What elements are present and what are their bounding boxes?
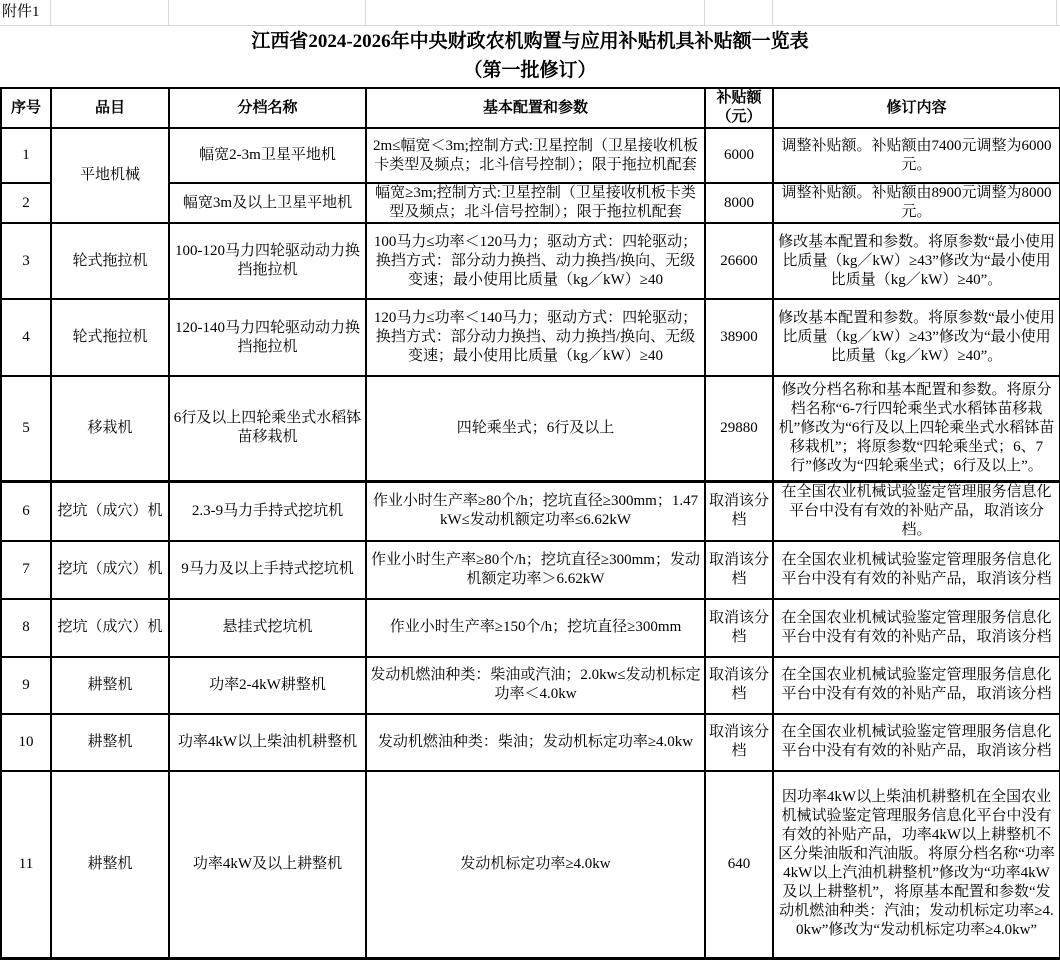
cell-tier: 120-140马力四轮驱动动力换挡拖拉机 bbox=[169, 299, 366, 376]
cell-no: 1 bbox=[1, 128, 51, 183]
cell-tier: 100-120马力四轮驱动动力换挡拖拉机 bbox=[169, 223, 366, 299]
cell-revision: 在全国农业机械试验鉴定管理服务信息化平台中没有有效的补贴产品，取消该分档。 bbox=[773, 481, 1060, 541]
attachment-label: 附件1 bbox=[2, 4, 40, 20]
cell-config: 发动机燃油种类：柴油；发动机标定功率≥4.0kw bbox=[366, 714, 705, 771]
cell-tier: 9马力及以上手持式挖坑机 bbox=[169, 541, 366, 599]
gridline bbox=[1056, 0, 1057, 25]
cell-item: 轮式拖拉机 bbox=[51, 299, 169, 376]
cell-tier: 功率2-4kW耕整机 bbox=[169, 657, 366, 714]
cell-tier: 功率4kW及以上耕整机 bbox=[169, 771, 366, 959]
cell-item: 移栽机 bbox=[51, 376, 169, 481]
header-subsidy-line2: （元） bbox=[716, 109, 762, 125]
cell-subsidy: 38900 bbox=[705, 299, 773, 376]
cell-subsidy: 640 bbox=[705, 771, 773, 959]
table-row bbox=[1, 771, 1060, 959]
header-revision: 修订内容 bbox=[773, 88, 1060, 128]
cell-subsidy: 取消该分档 bbox=[705, 541, 773, 599]
cell-revision: 调整补贴额。补贴额由7400元调整为6000元。 bbox=[773, 128, 1060, 183]
cell-no: 5 bbox=[1, 376, 51, 481]
header-config: 基本配置和参数 bbox=[366, 88, 705, 128]
header-subsidy-line1: 补贴额 bbox=[716, 90, 762, 106]
cell-subsidy: 29880 bbox=[705, 376, 773, 481]
cell-item: 挖坑（成穴）机 bbox=[51, 541, 169, 599]
table-row bbox=[1, 599, 1060, 657]
cell-subsidy: 取消该分档 bbox=[705, 599, 773, 657]
cell-revision: 修改基本配置和参数。将原参数“最小使用比质量（kg／kW）≥43”修改为“最小使用比质量（kg／kW）≥40”。 bbox=[773, 223, 1060, 299]
cell-item: 耕整机 bbox=[51, 771, 169, 959]
cell-no: 2 bbox=[1, 183, 51, 223]
gridline bbox=[365, 0, 366, 25]
cell-config: 100马力≤功率＜120马力；驱动方式：四轮驱动；换挡方式：部分动力换挡、动力换挡/换向、无级变速；最小使用比质量（kg／kW）≥40 bbox=[366, 223, 705, 299]
cell-subsidy: 取消该分档 bbox=[705, 481, 773, 541]
cell-tier: 悬挂式挖坑机 bbox=[169, 599, 366, 657]
header-subsidy bbox=[705, 88, 773, 128]
table-row bbox=[1, 223, 1060, 299]
table-row bbox=[1, 481, 1060, 541]
cell-no: 11 bbox=[1, 771, 51, 959]
table-row bbox=[1, 714, 1060, 771]
cell-revision: 修改分档名称和基本配置和参数。将原分档名称“6-7行四轮乘坐式水稻钵苗移栽机”修改为“6行及以上四轮乘坐式水稻钵苗移栽机”；将原参数“四轮乘坐式；6、7行”修改为“四轮乘坐式；6行及以上”。 bbox=[773, 376, 1060, 481]
header-no: 序号 bbox=[1, 88, 51, 128]
cell-no: 6 bbox=[1, 481, 51, 541]
header-tier: 分档名称 bbox=[169, 88, 366, 128]
gridline bbox=[772, 0, 773, 25]
cell-tier: 2.3-9马力手持式挖坑机 bbox=[169, 481, 366, 541]
cell-no: 9 bbox=[1, 657, 51, 714]
cell-item: 轮式拖拉机 bbox=[51, 223, 169, 299]
cell-subsidy: 26600 bbox=[705, 223, 773, 299]
cell-tier: 功率4kW以上柴油机耕整机 bbox=[169, 714, 366, 771]
cell-config: 2m≤幅宽＜3m;控制方式:卫星控制（卫星接收机板卡类型及频点；北斗信号控制）；限于拖拉机配套 bbox=[366, 128, 705, 183]
cell-config: 120马力≤功率＜140马力；驱动方式：四轮驱动；换挡方式：部分动力换挡、动力换挡/换向、无级变速；最小使用比质量（kg／kW）≥40 bbox=[366, 299, 705, 376]
header-row bbox=[1, 88, 1060, 128]
cell-no: 4 bbox=[1, 299, 51, 376]
cell-item: 耕整机 bbox=[51, 657, 169, 714]
cell-tier: 幅宽3m及以上卫星平地机 bbox=[169, 183, 366, 223]
cell-tier: 幅宽2-3m卫星平地机 bbox=[169, 128, 366, 183]
cell-revision: 因功率4kW以上柴油机耕整机在全国农业机械试验鉴定管理服务信息化平台中没有有效的补贴产品，功率4kW以上耕整机不区分柴油版和汽油版。将原分档名称“功率4kW以上汽油机耕整机”修改为“功率4kW及以上耕整机”，将原基本配置和参数“发动机燃油种类：汽油；发动机标定功率≥4.0kw”修改为“发动机标定功率≥4.0kw” bbox=[773, 771, 1060, 959]
cell-item: 挖坑（成穴）机 bbox=[51, 481, 169, 541]
cell-config: 作业小时生产率≥80个/h；挖坑直径≥300mm；发动机额定功率＞6.62kW bbox=[366, 541, 705, 599]
title-line-1: 江西省2024-2026年中央财政农机购置与应用补贴机具补贴额一览表 bbox=[251, 31, 809, 52]
page-title bbox=[0, 26, 1060, 87]
cell-revision: 在全国农业机械试验鉴定管理服务信息化平台中没有有效的补贴产品，取消该分档 bbox=[773, 714, 1060, 771]
cell-item: 耕整机 bbox=[51, 714, 169, 771]
cell-no: 7 bbox=[1, 541, 51, 599]
cell-config: 发动机燃油种类：柴油或汽油；2.0kw≤发动机标定功率＜4.0kw bbox=[366, 657, 705, 714]
cell-subsidy: 6000 bbox=[705, 128, 773, 183]
cell-no: 8 bbox=[1, 599, 51, 657]
header-item: 品目 bbox=[51, 88, 169, 128]
cell-config: 作业小时生产率≥80个/h；挖坑直径≥300mm；1.47kW≤发动机额定功率≤6.62kW bbox=[366, 481, 705, 541]
cell-subsidy: 8000 bbox=[705, 183, 773, 223]
cell-config: 作业小时生产率≥150个/h；挖坑直径≥300mm bbox=[366, 599, 705, 657]
cell-item: 平地机械 bbox=[51, 128, 169, 223]
subsidy-table bbox=[0, 87, 1060, 960]
table-row bbox=[1, 376, 1060, 481]
title-line-2: （第一批修订） bbox=[463, 59, 597, 81]
gridline bbox=[168, 0, 169, 25]
table-row bbox=[1, 657, 1060, 714]
cell-item: 挖坑（成穴）机 bbox=[51, 599, 169, 657]
cell-no: 3 bbox=[1, 223, 51, 299]
gridline bbox=[704, 0, 705, 25]
cell-revision: 在全国农业机械试验鉴定管理服务信息化平台中没有有效的补贴产品，取消该分档 bbox=[773, 541, 1060, 599]
table-row bbox=[1, 541, 1060, 599]
cell-subsidy: 取消该分档 bbox=[705, 714, 773, 771]
cell-revision: 在全国农业机械试验鉴定管理服务信息化平台中没有有效的补贴产品，取消该分档 bbox=[773, 657, 1060, 714]
cell-subsidy: 取消该分档 bbox=[705, 657, 773, 714]
cell-no: 10 bbox=[1, 714, 51, 771]
cell-revision: 在全国农业机械试验鉴定管理服务信息化平台中没有有效的补贴产品，取消该分档 bbox=[773, 599, 1060, 657]
cell-tier: 6行及以上四轮乘坐式水稻钵苗移栽机 bbox=[169, 376, 366, 481]
cell-revision: 修改基本配置和参数。将原参数“最小使用比质量（kg／kW）≥43”修改为“最小使用比质量（kg／kW）≥40”。 bbox=[773, 299, 1060, 376]
table-row bbox=[1, 299, 1060, 376]
table-row bbox=[1, 128, 1060, 183]
gridline bbox=[50, 0, 51, 25]
cell-config: 幅宽≥3m;控制方式:卫星控制（卫星接收机板卡类型及频点；北斗信号控制）；限于拖拉机配套 bbox=[366, 183, 705, 223]
cell-config: 发动机标定功率≥4.0kw bbox=[366, 771, 705, 959]
cell-config: 四轮乘坐式；6行及以上 bbox=[366, 376, 705, 481]
spreadsheet-top-row bbox=[0, 0, 1060, 26]
cell-revision: 调整补贴额。补贴额由8900元调整为8000元。 bbox=[773, 183, 1060, 223]
